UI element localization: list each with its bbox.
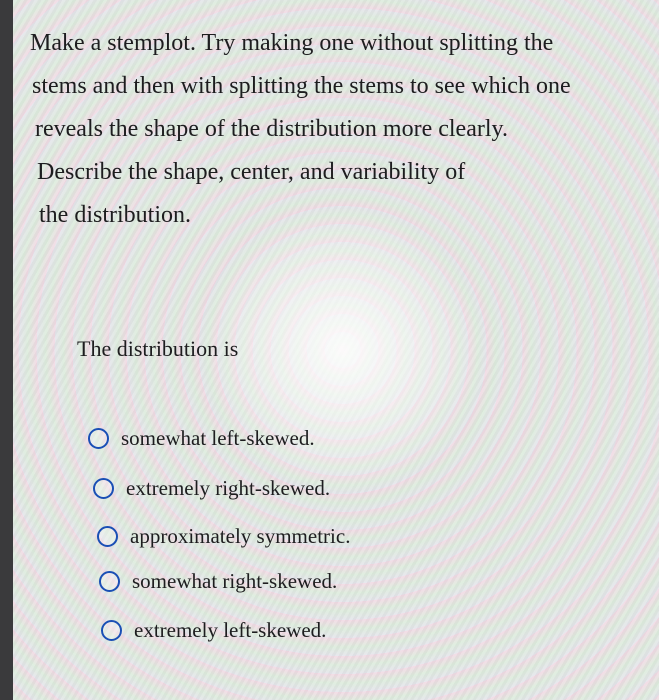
option-label: extremely right-skewed. [126, 476, 331, 500]
option-somewhat-right-skewed[interactable] [99, 569, 337, 594]
option-label: somewhat right-skewed. [132, 569, 338, 593]
option-extremely-left-skewed[interactable] [101, 618, 326, 643]
option-somewhat-left-skewed[interactable] [88, 426, 315, 451]
question-text [30, 22, 655, 237]
question-line: reveals the shape of the distribution more clearly. [35, 116, 508, 142]
option-label: somewhat left-skewed. [121, 426, 315, 450]
option-extremely-right-skewed[interactable] [93, 476, 330, 501]
left-border-bar [0, 0, 13, 700]
option-label: approximately symmetric. [130, 524, 351, 548]
answer-prompt: The distribution is [77, 336, 239, 361]
option-approximately-symmetric[interactable] [97, 524, 350, 549]
question-line: the distribution. [39, 202, 191, 228]
question-line: Make a stemplot. Try making one without splitting the [30, 30, 554, 56]
question-line: stems and then with splitting the stems to see which one [32, 73, 571, 99]
radio-button[interactable] [88, 428, 109, 449]
option-label: extremely left-skewed. [134, 618, 327, 642]
question-line: Describe the shape, center, and variability of [37, 159, 466, 185]
radio-button[interactable] [99, 571, 120, 592]
radio-button[interactable] [101, 620, 122, 641]
radio-button[interactable] [93, 478, 114, 499]
radio-button[interactable] [97, 526, 118, 547]
